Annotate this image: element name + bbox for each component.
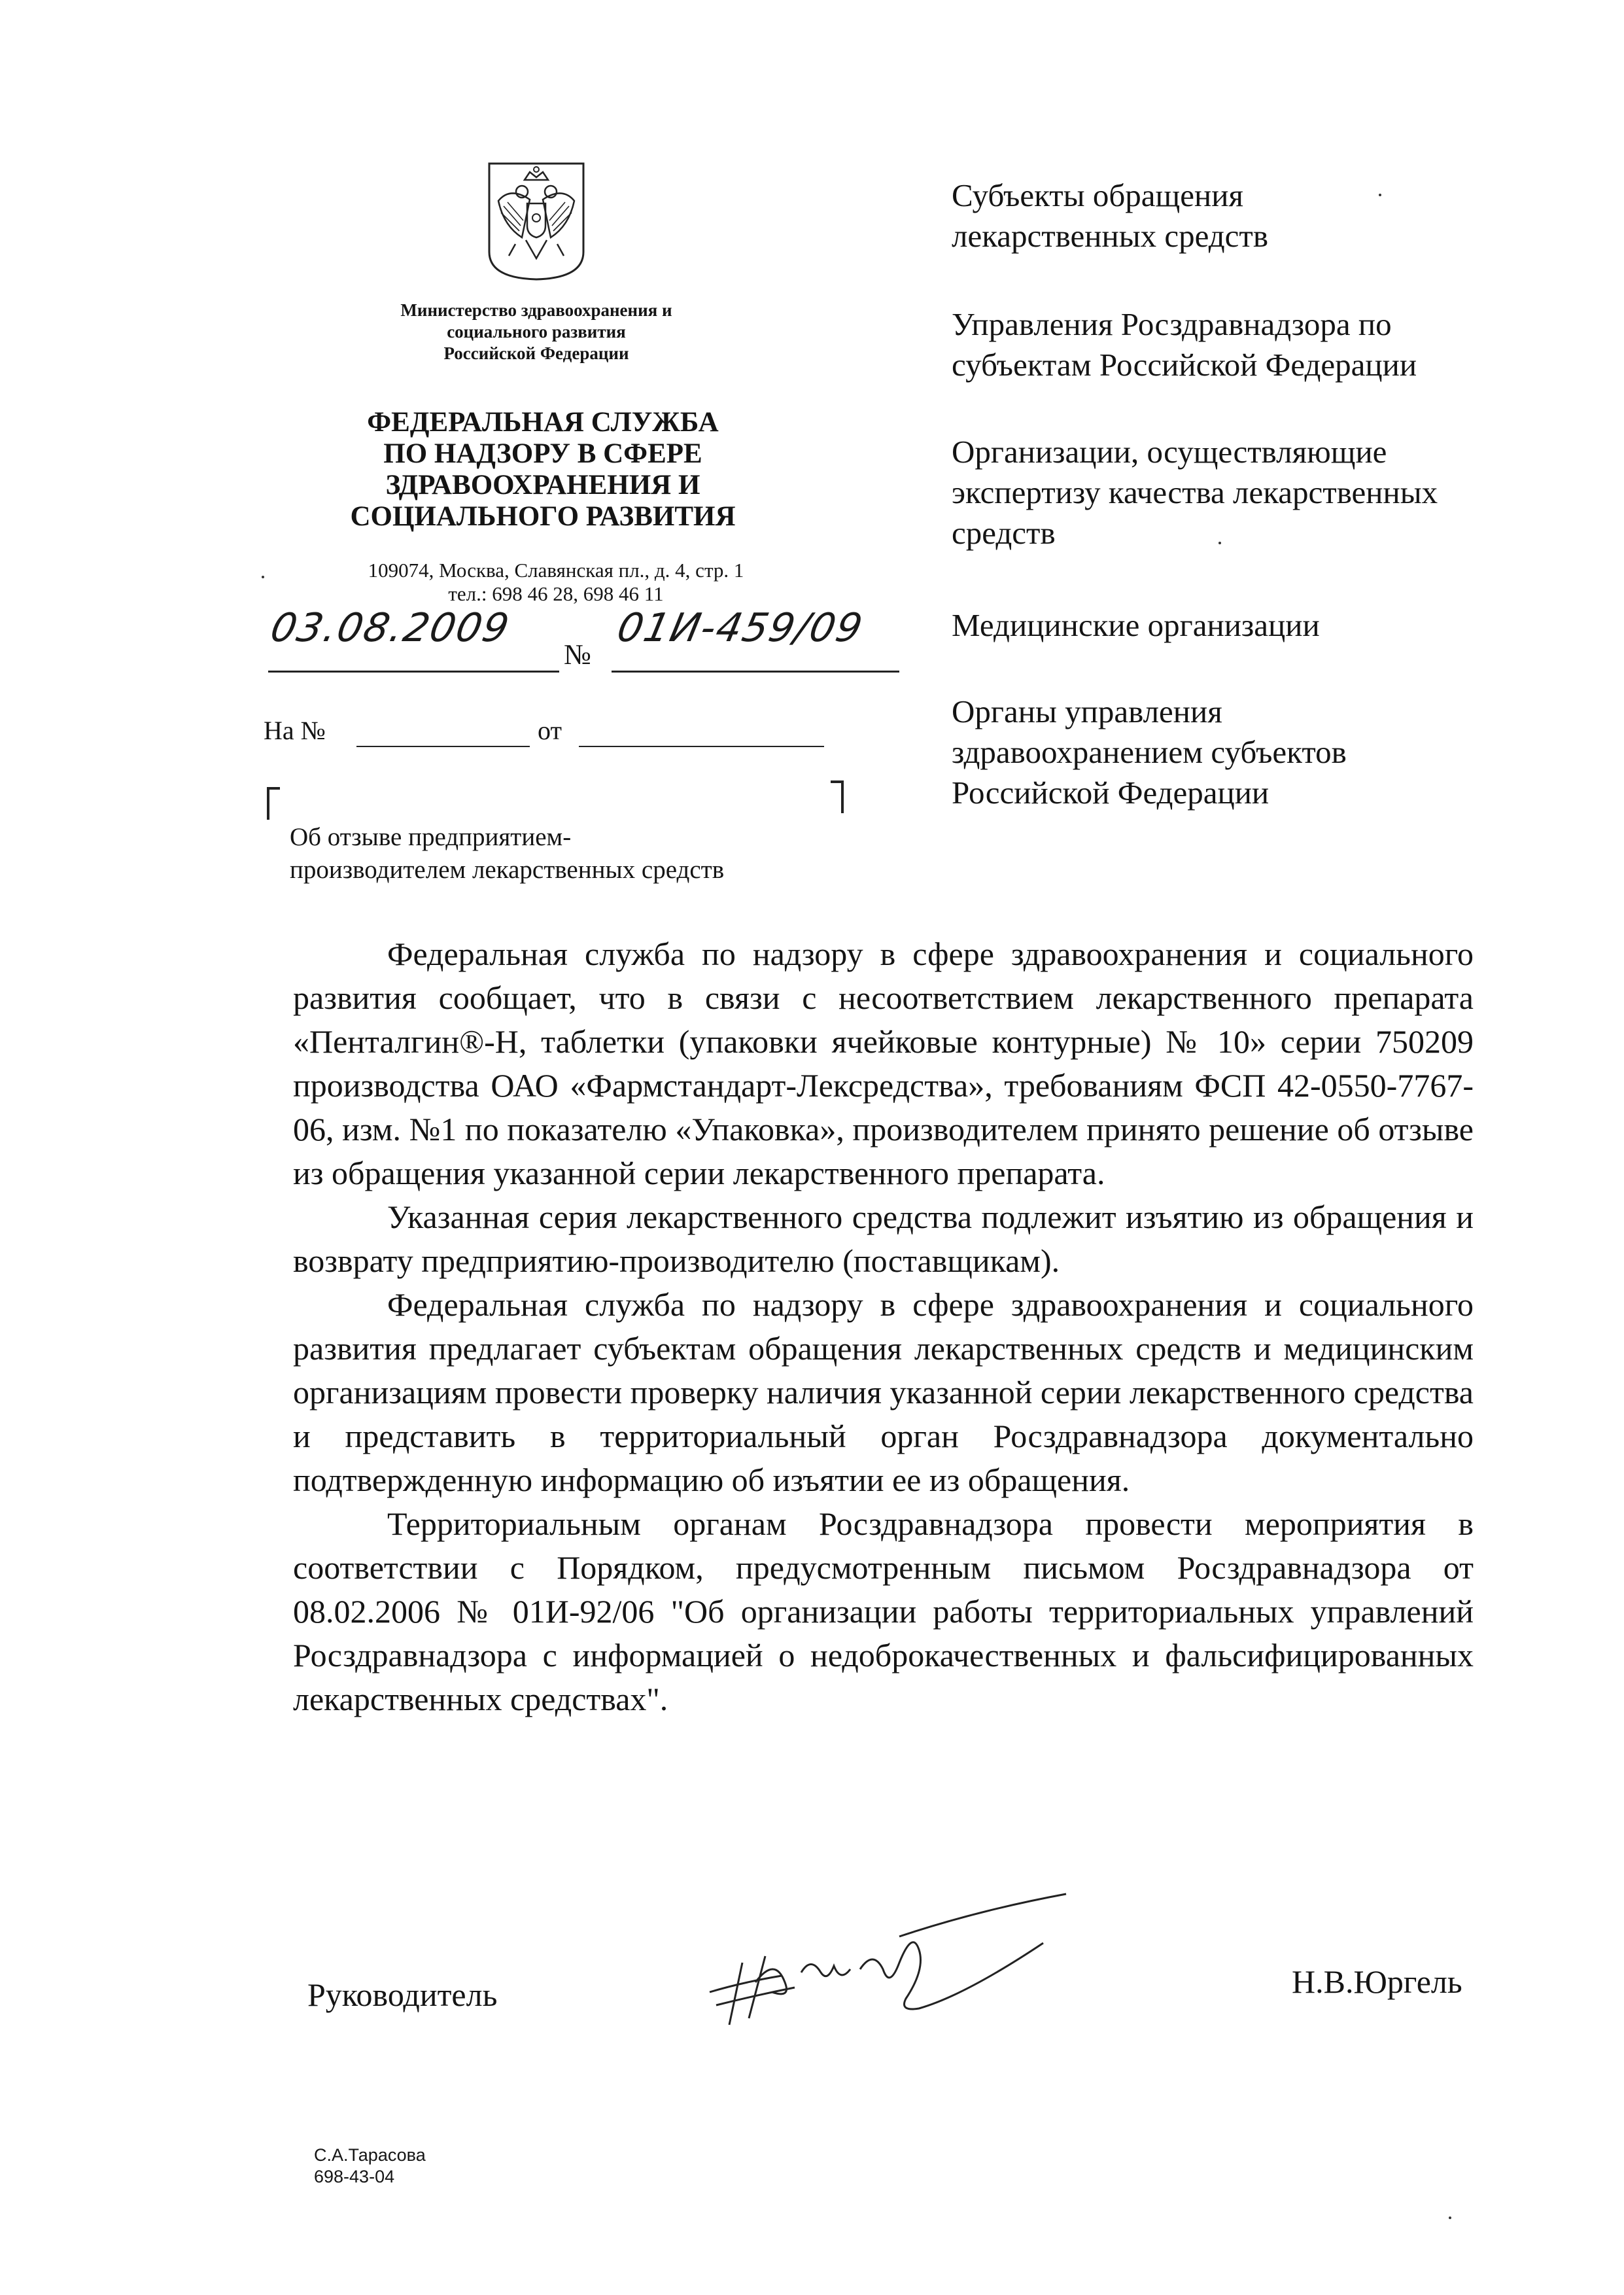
addressee-2	[952, 304, 1606, 385]
ministry-line-2: социального развития	[447, 322, 626, 342]
signatory-title: Руководитель	[307, 1976, 498, 2013]
sender-address	[301, 559, 811, 606]
corner-mark-left	[267, 787, 280, 820]
coat-of-arms-emblem	[484, 160, 589, 281]
addressee-1-line-2: лекарственных средств	[952, 218, 1268, 254]
handwritten-signature	[703, 1884, 1069, 2035]
reference-date-blank	[579, 746, 824, 747]
ministry-line-3: Российской Федерации	[443, 343, 629, 363]
reference-date-label: от	[538, 716, 562, 745]
addressee-5-line-3: Российской Федерации	[952, 775, 1270, 811]
address-line-2: тел.: 698 46 28, 698 46 11	[448, 582, 664, 605]
service-line-4: СОЦИАЛЬНОГО РАЗВИТИЯ	[350, 501, 736, 532]
body-paragraph-4: Территориальным органам Росздравнадзора провести мероприятия в соответствии с Порядком, предусмотренным письмом Росздравнадзора от 08.02.2006 № 01И-92/06 "Об организации работы территориальных управлений Росздравнадзора с информацией о недоброкачественных и фальсифицированных лекарственных средствах".	[293, 1505, 1474, 1717]
addressee-2-line-1: Управления Росздравнадзора по	[952, 306, 1392, 342]
executor-info	[314, 2145, 426, 2188]
addressee-1	[952, 175, 1606, 256]
number-sign: №	[564, 639, 591, 671]
date-underline	[268, 671, 559, 673]
letter-body	[293, 932, 1474, 1721]
addressee-2-line-2: субъектам Российской Федерации	[952, 347, 1417, 383]
service-line-3: ЗДРАВООХРАНЕНИЯ И	[385, 470, 700, 500]
addressee-3-line-2: экспертизу качества лекарственных	[952, 474, 1438, 510]
service-name	[281, 407, 804, 533]
scan-speck	[1379, 194, 1381, 196]
signatory-name: Н.В.Юргель	[1292, 1963, 1462, 2000]
address-line-1: 109074, Москва, Славянская пл., д. 4, стр. 1	[368, 559, 744, 582]
subject-line-2: производителем лекарственных средств	[290, 856, 725, 884]
body-paragraph-1: Федеральная служба по надзору в сфере здравоохранения и социального развития сообщает, что в связи с несоответствием лекарственного препарата «Пенталгин®-Н, таблетки (упаковки ячейковые контурные) № 10» серии 750209 производства ОАО «Фармстандарт-Лексредства», требованиям ФСП 42-0550-7767-06, изм. №1 по показателю «Упаковка», производителем принято решение об отзыве из обращения указанной серии лекарственного препарата.	[293, 936, 1474, 1191]
number-underline	[612, 671, 899, 673]
executor-phone: 698-43-04	[314, 2167, 395, 2186]
addressee-5	[952, 692, 1606, 813]
ministry-name	[307, 300, 765, 364]
ministry-line-1: Министерство здравоохранения и	[400, 300, 672, 320]
service-line-1: ФЕДЕРАЛЬНАЯ СЛУЖБА	[367, 407, 719, 438]
scan-speck	[1449, 2216, 1451, 2219]
scan-speck	[1218, 542, 1221, 544]
addressee-4	[952, 605, 1606, 646]
service-line-2: ПО НАДЗОРУ В СФЕРЕ	[383, 438, 702, 469]
addressee-3-line-1: Организации, осуществляющие	[952, 434, 1387, 470]
letter-subject	[290, 821, 878, 886]
subject-line-1: Об отзыве предприятием-	[290, 823, 572, 851]
registration-number: 01И-459/09	[613, 605, 868, 651]
executor-name: С.А.Тарасова	[314, 2145, 426, 2165]
addressee-4-line-1: Медицинские организации	[952, 607, 1320, 643]
addressee-3	[952, 432, 1606, 553]
addressee-5-line-2: здравоохранением субъектов	[952, 734, 1347, 770]
reference-number-blank	[356, 746, 530, 747]
addressee-1-line-1: Субъекты обращения	[952, 177, 1244, 213]
scan-speck	[262, 576, 264, 578]
addressee-3-line-3: средств	[952, 515, 1056, 551]
registration-date: 03.08.2009	[266, 605, 514, 651]
corner-mark-right	[831, 780, 844, 813]
body-paragraph-3: Федеральная служба по надзору в сфере здравоохранения и социального развития предлагает субъектам обращения лекарственных средств и медицинским организациям провести проверку наличия указанной серии лекарственного средства и представить в территориальный орган Росздравнадзора документально подтвержденную информацию об изъятии ее из обращения.	[293, 1286, 1474, 1498]
body-paragraph-2: Указанная серия лекарственного средства подлежит изъятию из обращения и возврату предприятию-производителю (поставщикам).	[293, 1199, 1474, 1279]
reference-number-label: На №	[264, 716, 326, 745]
addressee-5-line-1: Органы управления	[952, 693, 1222, 729]
